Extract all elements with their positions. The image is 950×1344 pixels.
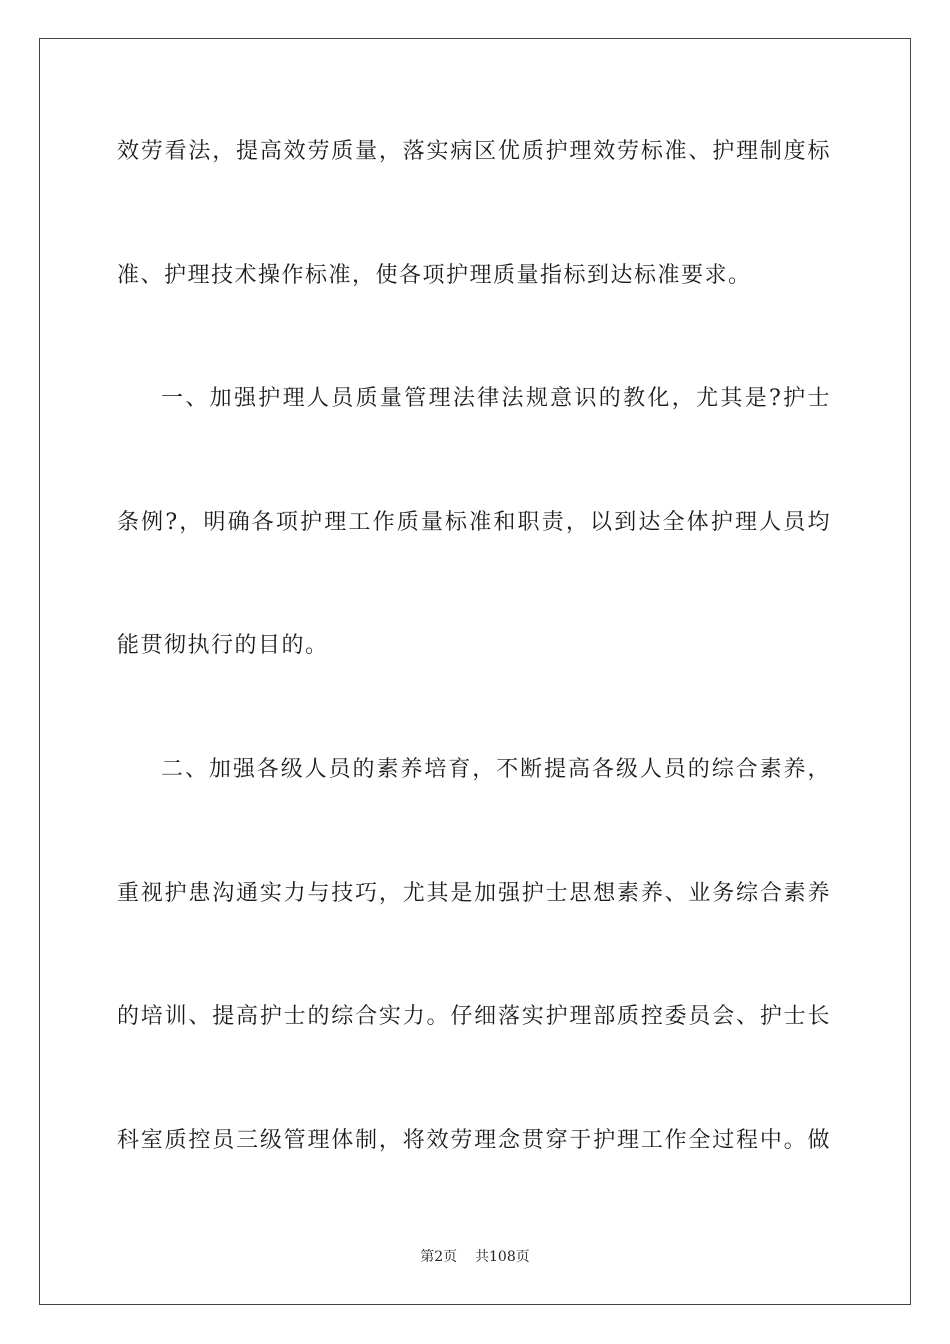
text-line-4: 条例?，明确各项护理工作质量标准和职责，以到达全体护理人员均 — [117, 510, 831, 535]
page-border — [39, 38, 911, 1305]
page-footer — [0, 1248, 950, 1266]
text-line-7: 重视护患沟通实力与技巧，尤其是加强护士思想素养、业务综合素养 — [117, 881, 831, 906]
text-line-3: 一、加强护理人员质量管理法律法规意识的教化，尤其是?护士 — [161, 386, 831, 411]
text-line-9: 科室质控员三级管理体制，将效劳理念贯穿于护理工作全过程中。做 — [117, 1128, 831, 1153]
text-line-6: 二、加强各级人员的素养培育，不断提高各级人员的综合素养， — [161, 757, 831, 782]
text-line-8: 的培训、提高护士的综合实力。仔细落实护理部质控委员会、护士长 — [117, 1004, 831, 1029]
text-line-1: 效劳看法，提高效劳质量，落实病区优质护理效劳标准、护理制度标 — [117, 139, 831, 164]
text-line-2: 准、护理技术操作标准，使各项护理质量指标到达标准要求。 — [117, 263, 752, 288]
total-pages: 共108页 — [475, 1249, 530, 1265]
page-number: 第2页 — [420, 1249, 458, 1265]
text-line-5: 能贯彻执行的目的。 — [117, 633, 329, 658]
